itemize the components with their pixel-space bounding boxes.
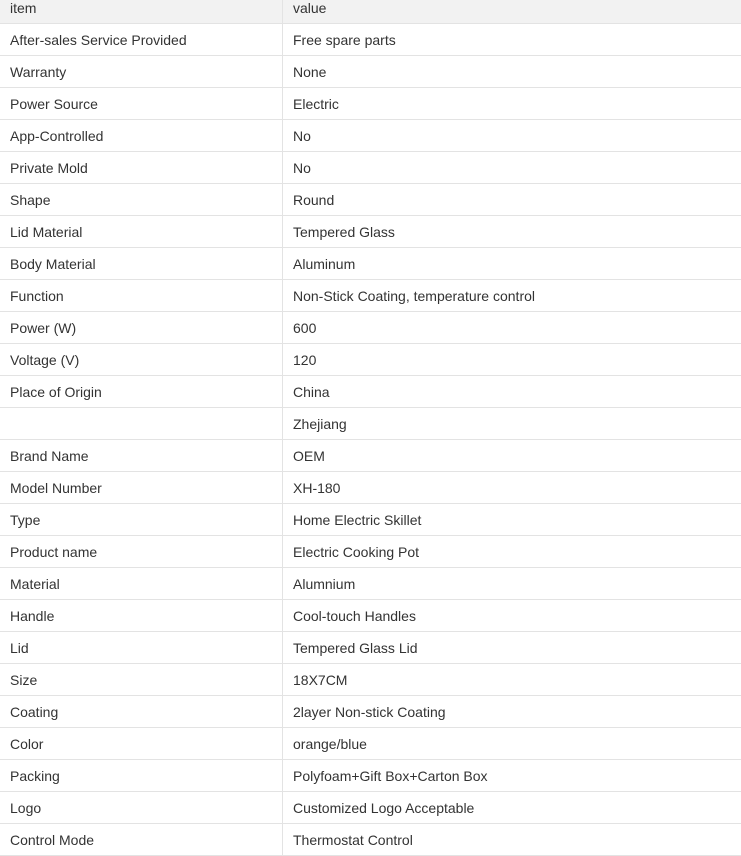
cell-item: Packing — [0, 760, 283, 792]
cell-item: Shape — [0, 184, 283, 216]
cell-value: 18X7CM — [283, 664, 741, 696]
cell-item: Power (W) — [0, 312, 283, 344]
cell-value: XH-180 — [283, 472, 741, 504]
table-row — [0, 312, 741, 344]
cell-value: Tempered Glass Lid — [283, 632, 741, 664]
cell-value: None — [283, 56, 741, 88]
table-row — [0, 216, 741, 248]
cell-item: Color — [0, 728, 283, 760]
table-row — [0, 120, 741, 152]
cell-item: Product name — [0, 536, 283, 568]
table-row — [0, 696, 741, 728]
cell-item: Lid — [0, 632, 283, 664]
cell-value: No — [283, 120, 741, 152]
cell-value: Electric Cooking Pot — [283, 536, 741, 568]
table-row — [0, 440, 741, 472]
table-row — [0, 536, 741, 568]
cell-value: Cool-touch Handles — [283, 600, 741, 632]
cell-value: Electric — [283, 88, 741, 120]
cell-item: Logo — [0, 792, 283, 824]
cell-value: Round — [283, 184, 741, 216]
cell-value: 2layer Non-stick Coating — [283, 696, 741, 728]
cell-item: Coating — [0, 696, 283, 728]
cell-item: Control Mode — [0, 824, 283, 856]
cell-value: Tempered Glass — [283, 216, 741, 248]
table-row — [0, 248, 741, 280]
cell-item: Private Mold — [0, 152, 283, 184]
table-row — [0, 728, 741, 760]
table-body — [0, 24, 741, 856]
cell-item: Material — [0, 568, 283, 600]
cell-value: OEM — [283, 440, 741, 472]
column-header-value: value — [283, 0, 741, 24]
cell-item: Model Number — [0, 472, 283, 504]
table-row — [0, 152, 741, 184]
table-row — [0, 792, 741, 824]
cell-value: No — [283, 152, 741, 184]
cell-value: Customized Logo Acceptable — [283, 792, 741, 824]
cell-value: China — [283, 376, 741, 408]
cell-value: orange/blue — [283, 728, 741, 760]
cell-value: 120 — [283, 344, 741, 376]
cell-value: Alumnium — [283, 568, 741, 600]
table-row — [0, 664, 741, 696]
cell-item: Voltage (V) — [0, 344, 283, 376]
cell-item: Handle — [0, 600, 283, 632]
table-row — [0, 632, 741, 664]
cell-item: Size — [0, 664, 283, 696]
cell-value: Non-Stick Coating, temperature control — [283, 280, 741, 312]
table-row — [0, 760, 741, 792]
cell-item: Type — [0, 504, 283, 536]
table-row — [0, 376, 741, 408]
cell-item: Body Material — [0, 248, 283, 280]
table-row — [0, 280, 741, 312]
table-row — [0, 56, 741, 88]
cell-item: Place of Origin — [0, 376, 283, 408]
table-row — [0, 472, 741, 504]
table-row — [0, 344, 741, 376]
cell-value: Thermostat Control — [283, 824, 741, 856]
cell-item — [0, 408, 283, 440]
table-row — [0, 408, 741, 440]
cell-item: Function — [0, 280, 283, 312]
table-row — [0, 24, 741, 56]
cell-value: Home Electric Skillet — [283, 504, 741, 536]
cell-value: 600 — [283, 312, 741, 344]
table-row — [0, 568, 741, 600]
cell-item: Brand Name — [0, 440, 283, 472]
table-row — [0, 184, 741, 216]
table-row — [0, 600, 741, 632]
cell-item: Warranty — [0, 56, 283, 88]
table-row — [0, 88, 741, 120]
table-row — [0, 504, 741, 536]
cell-item: Lid Material — [0, 216, 283, 248]
cell-value: Free spare parts — [283, 24, 741, 56]
table-header — [0, 0, 741, 24]
cell-item: Power Source — [0, 88, 283, 120]
cell-item: App-Controlled — [0, 120, 283, 152]
cell-value: Aluminum — [283, 248, 741, 280]
cell-value: Zhejiang — [283, 408, 741, 440]
cell-item: After-sales Service Provided — [0, 24, 283, 56]
table-header-row — [0, 0, 741, 24]
cell-value: Polyfoam+Gift Box+Carton Box — [283, 760, 741, 792]
table-row — [0, 824, 741, 856]
column-header-item: item — [0, 0, 283, 24]
